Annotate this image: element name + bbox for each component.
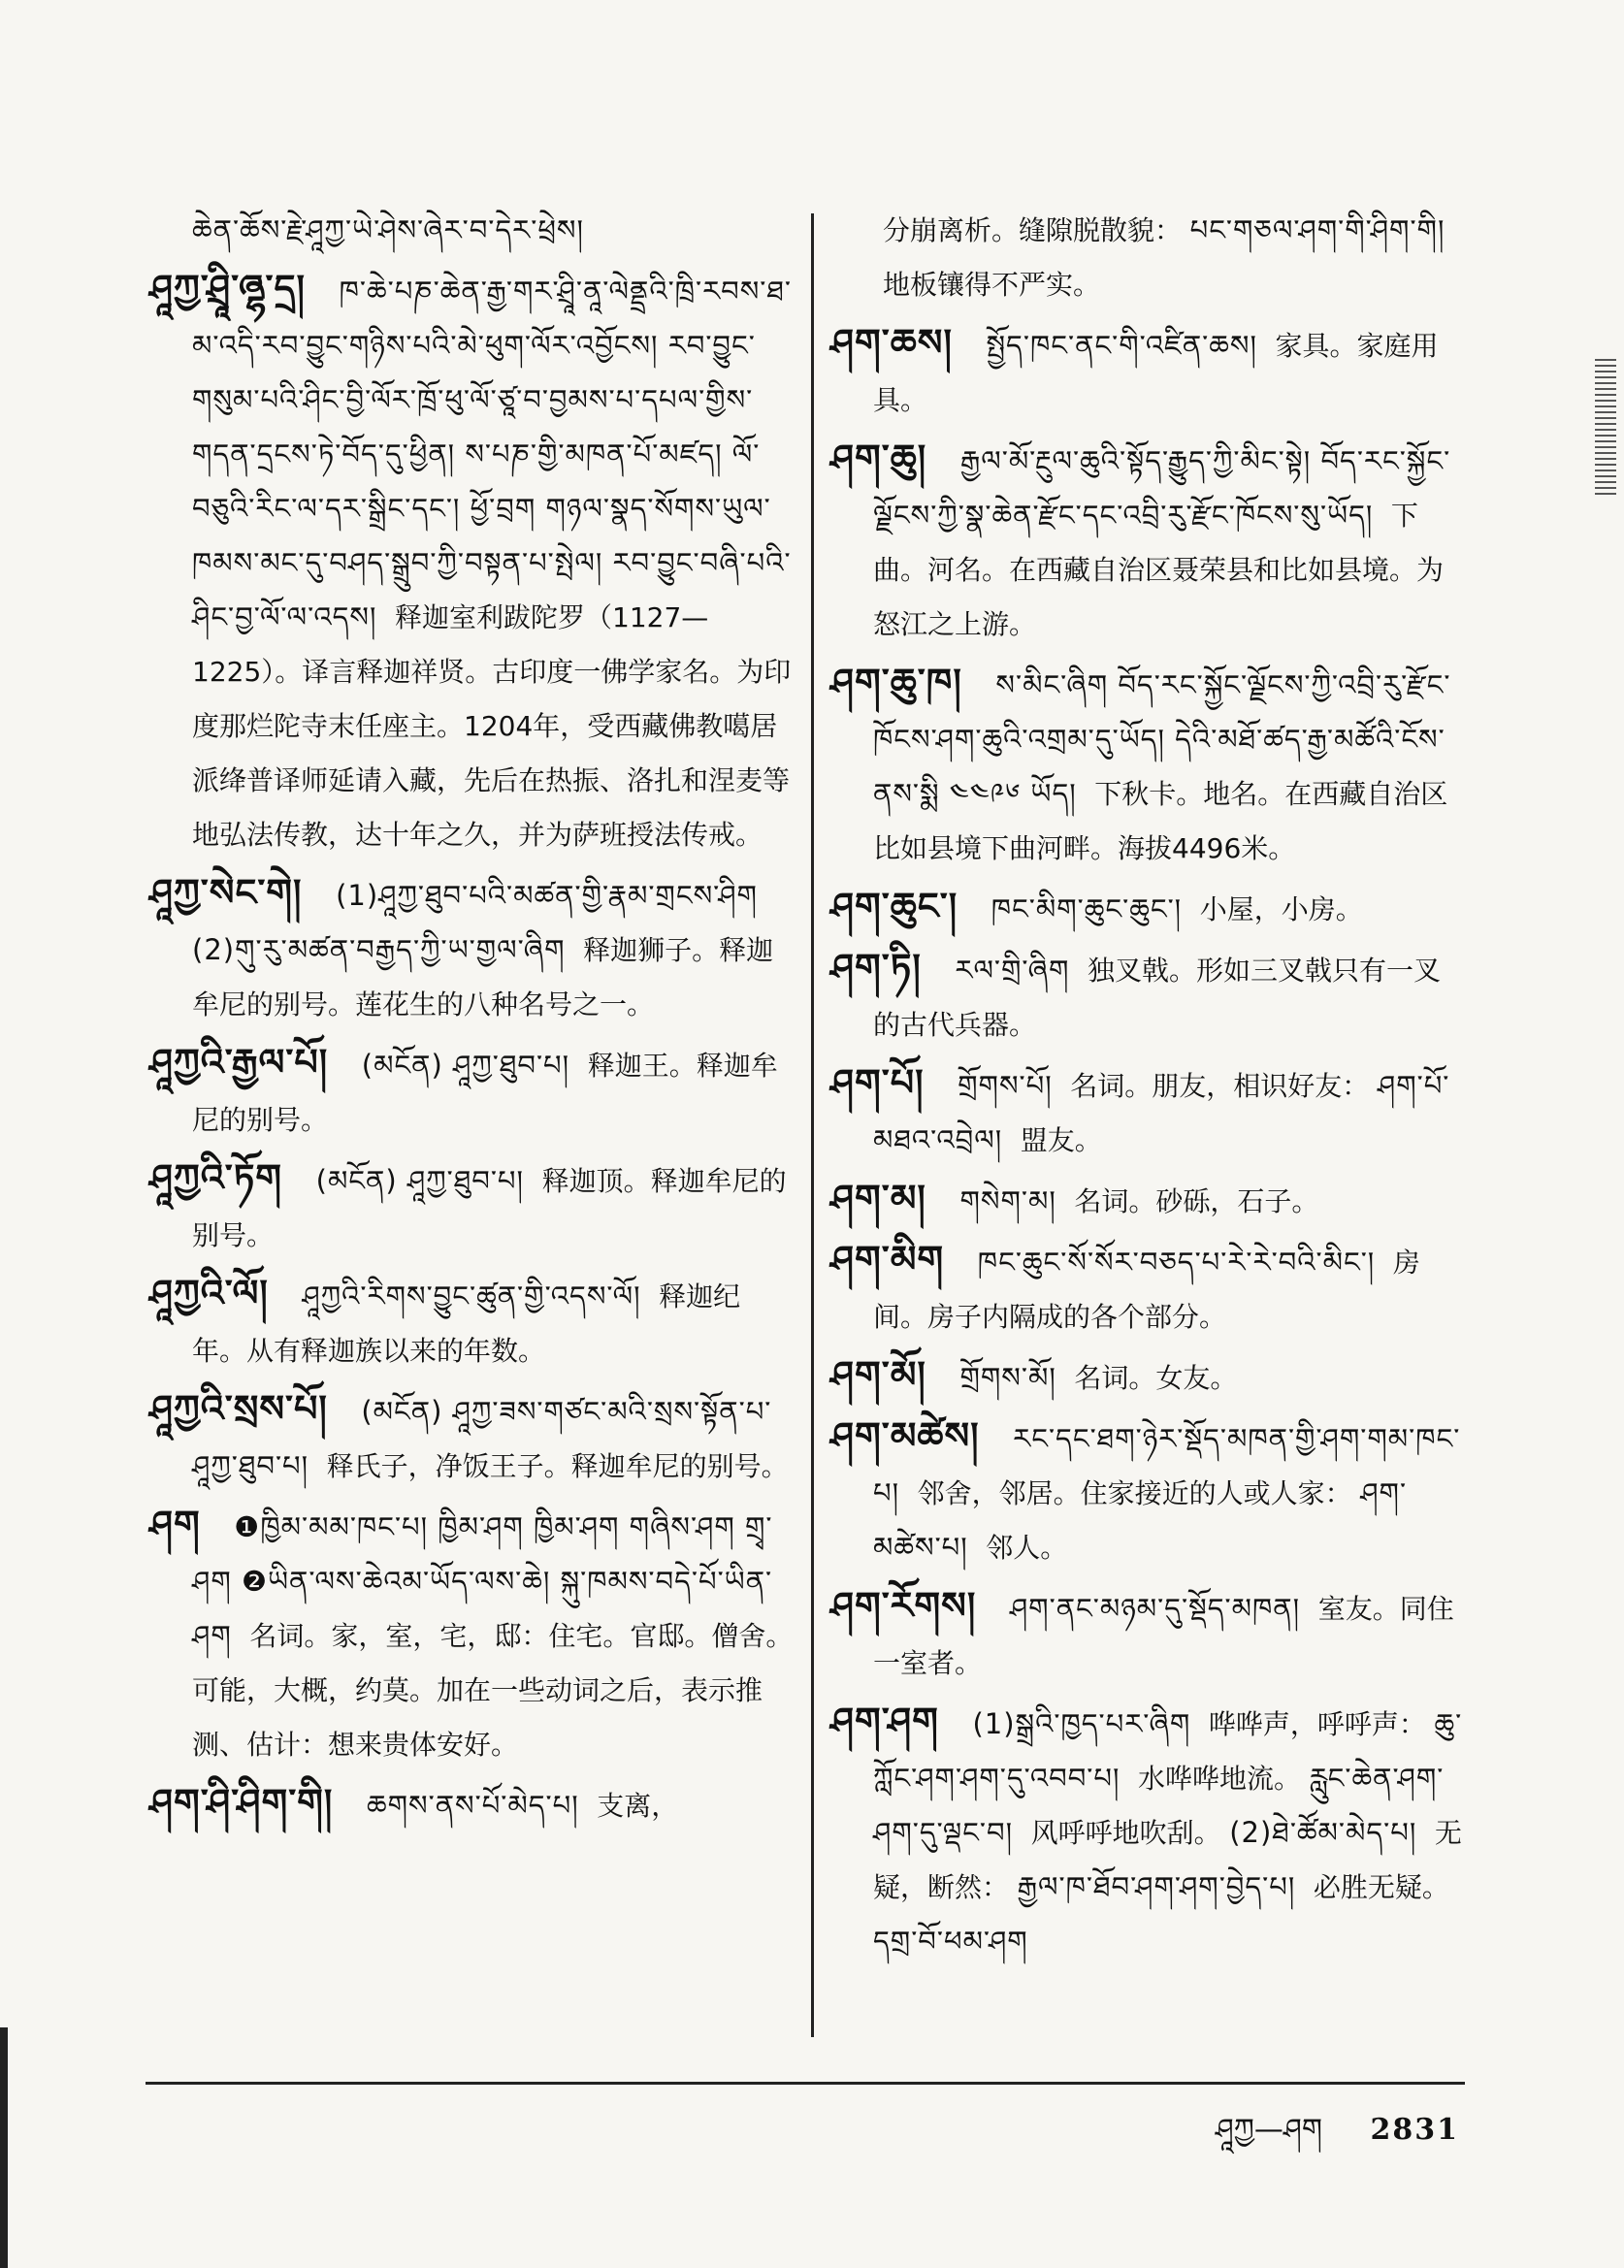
entry-tibetan: ཆགས་ནས་པོ་མེད་པ། <box>366 1789 579 1822</box>
page-range: ཤཱཀྱ—ཤག <box>1215 2113 1322 2147</box>
entry-chinese: 室友。同住一室者。 <box>873 1593 1454 1679</box>
margin-marks <box>1595 359 1616 495</box>
dictionary-entry <box>149 1776 794 1833</box>
entry-tibetan: (1)སྒྲའི་ཁྱད་པར་ཞིག <box>972 1707 1191 1740</box>
entry-tibetan: གསེག་མ། <box>959 1184 1056 1217</box>
entry-headword: ཤག་མ། <box>830 1177 926 1219</box>
entry-chinese: 释迦顶。释迦牟尼的别号。 <box>192 1165 787 1251</box>
dictionary-entry <box>830 1579 1467 1691</box>
entry-chinese: 家具。家庭用具。 <box>873 330 1439 416</box>
entry-headword: ཤག་ཆུ་ཁ། <box>830 661 962 703</box>
entry-tibetan: གྲོགས་པོ། <box>958 1069 1053 1102</box>
dictionary-entry <box>830 1695 1467 1969</box>
entry-headword: ཤག་ཤག <box>830 1700 939 1742</box>
dictionary-entry <box>149 1382 794 1494</box>
entry-chinese: 支离， <box>597 1790 679 1822</box>
entry-tibetan: ཆེན་ཆོས་རྗེ་ཤཱཀྱ་ཡེ་ཤེས་ཞེར་བ་དེར་ཕྲེས། <box>192 213 584 246</box>
entry-chinese: 释迦纪年。从有释迦族以来的年数。 <box>192 1280 741 1367</box>
entry-tibetan: ཤག་པོ་མཐའ་འབྲེལ། <box>873 1069 1450 1156</box>
entry-tibetan: (མངོན) ཤཱཀྱ་ཐུབ་པ། <box>361 1049 570 1082</box>
entry-chinese: 邻舍，邻居。住家接近的人或人家： <box>917 1477 1352 1509</box>
entry-headword: ཤག་མཚེས། <box>830 1414 980 1457</box>
entry-chinese: 下曲。河名。在西藏自治区聂荣县和比如县境。为怒江之上游。 <box>873 500 1445 640</box>
dictionary-entry <box>192 204 794 258</box>
entry-chinese: 名词。砂砾，石子。 <box>1074 1185 1319 1217</box>
entry-headword: ཤག་མོ། <box>830 1353 926 1396</box>
left-edge-shadow <box>0 2027 8 2268</box>
dictionary-entry <box>149 1498 794 1772</box>
page-number: 2831 <box>1370 2113 1459 2147</box>
entry-tibetan: རལ་གྲི་ཞིག <box>955 954 1070 987</box>
entry-tibetan: ས་མིང་ཞིག བོད་རང་སྐྱོང་ལྗོངས་ཀྱི་འབྲི་རུ་རྫོང་ཁོངས་ཤག་ཆུའི་འགྲམ་དུ་ཡོད། དེའི་མཐོ་ཚད་རྒྱ་མཚོའི་ངོས་ནས་སྨི ༤༤༩༦ ཡོད། <box>873 668 1451 810</box>
dictionary-entry <box>830 941 1467 1053</box>
entry-tibetan: གྲོགས་མོ། <box>959 1361 1056 1394</box>
entry-tibetan: (མངོན) ཤཱཀྱ་ཟས་གཙང་མའི་སྲས་སྟོན་པ་ཤཱཀྱ་ཐུབ་པ། <box>192 1395 772 1482</box>
entry-chinese: 邻人。 <box>986 1532 1068 1564</box>
column-divider <box>811 213 814 2037</box>
entry-tibetan: རྒྱལ་མོ་རྔུལ་ཆུའི་སྟོད་རྒྱུད་ཀྱི་མིང་སྟེ། བོད་རང་སྐྱོང་ལྗོངས་ཀྱི་སྣ་ཆེན་རྫོང་དང་འབྲི་རུ་རྫོང་ཁོངས་སུ་ཡོད། <box>873 444 1451 532</box>
dictionary-entry <box>830 1409 1467 1575</box>
entry-headword: ཤཱཀྱའི་སྲས་པོ། <box>149 1387 328 1430</box>
entry-headword: ཤག་ཆུ། <box>830 437 927 479</box>
entry-tibetan: (2)ཐེ་ཚོམ་མེད་པ། <box>1229 1816 1417 1849</box>
entry-headword: ཤག་ཆས། <box>830 321 953 364</box>
entry-chinese: 哗哗声，呼呼声： <box>1208 1708 1426 1740</box>
entry-headword: ཤག་ཤི་ཤིག་གི། <box>149 1781 334 1824</box>
entry-headword: ཤཱཀྱ་སེང་གེ། <box>149 871 303 914</box>
entry-chinese: 名词。女友。 <box>1074 1362 1238 1394</box>
entry-headword: ཤཱཀྱའི་ལོ། <box>149 1272 269 1314</box>
entry-tibetan: (1)ཤཱཀྱ་ཐུབ་པའི་མཚན་གྱི་རྣམ་གྲངས་ཤིག (2)གུ་རུ་མཚན་བརྒྱད་ཀྱི་ཡ་གྱལ་ཞིག <box>192 879 758 966</box>
dictionary-entry <box>149 866 794 1032</box>
entry-headword: ཤཱཀྱ་ཤྲཱི་ཞྷ་དྲ། <box>149 267 306 309</box>
entry-tibetan: རླུང་ཆེན་ཤག་ཤག་དུ་ལྡང་བ། <box>873 1762 1445 1849</box>
entry-headword: ཤག་ཏི། <box>830 946 922 988</box>
dictionary-entry <box>830 656 1467 876</box>
page-footer <box>1216 2097 1459 2179</box>
entry-tibetan: ཁང་མིག་ཆུང་ཆུང་། <box>991 892 1183 925</box>
dictionary-entry <box>149 1151 794 1263</box>
entry-chinese: 名词。家，室，宅，邸：住宅。官邸。僧舍。可能，大概，约莫。加在一些动词之后，表示推测、估计：想来贵体安好。 <box>192 1620 794 1761</box>
right-column <box>830 204 1467 1989</box>
entry-chinese: 释迦王。释迦牟尼的别号。 <box>192 1050 778 1136</box>
dictionary-entry <box>830 1056 1467 1168</box>
entry-tibetan: ❶ཁྱིམ་མམ་ཁང་པ། ཁྱིམ་ཤག ཁྱིམ་ཤག གཞིས་ཤག གྲྭ་ཤག ❷ཡིན་ལས་ཆེའམ་ཡོད་ལས་ཆེ། སྐུ་ཁམས་བདེ་པོ་ཡིན་ཤག <box>192 1510 773 1652</box>
entry-tibetan: རྒྱལ་ཁ་ཐོབ་ཤག་ཤག་བྱེད་པ། <box>1017 1870 1296 1903</box>
entry-chinese: 释迦室利跋陀罗（1127—1225）。译言释迦祥贤。古印度一佛学家名。为印度那烂陀寺末任座主。1204年，受西藏佛教噶居派绛普译师延请入藏，先后在热振、洛扎和涅麦等地弘法传教，达十年之久，并为萨班授法传戒。 <box>192 601 792 851</box>
entry-tibetan: ཁ་ཆེ་པཎ་ཆེན་རྒྱ་གར་ཤྲཱི་ནཱ་ལེནྡྲའི་ཁྲི་རབས་ཐ་མ་འདི་རབ་བྱུང་གཉིས་པའི་མེ་ཕུག་ལོར་འབྱོངས། རབ་བྱུང་གསུམ་པའི་ཤིང་བྱི་ལོར་ཁྲོ་ཕུ་ལོ་ཙཱ་བ་བྱམས་པ་དཔལ་གྱིས་གདན་དྲངས་ཏེ་བོད་དུ་ཕྱིན། ས་པཎ་གྱི་མཁན་པོ་མཛད། ལོ་བཅུའི་རིང་ལ་དར་སྒྲིང་དང་། ཕྱོ་བྲག གཉལ་སྣད་སོགས་ཡུལ་ཁམས་མང་དུ་བཤད་སྒྲུབ་ཀྱི་བསྟན་པ་སྤེལ། རབ་བྱུང་བཞི་པའི་ཤིང་བྱ་ལོ་ལ་འདས། <box>192 275 792 633</box>
entry-chinese: 必胜无疑。 <box>1313 1871 1449 1903</box>
dictionary-entry <box>149 1267 794 1378</box>
entry-chinese: 风呼呼地吹刮。 <box>1030 1817 1221 1849</box>
entry-chinese: 水哗哗地流。 <box>1138 1763 1302 1795</box>
entry-headword: ཤཱཀྱའི་ཏོག <box>149 1156 283 1199</box>
entry-tibetan: ཤག་མཚེས་པ། <box>873 1476 1408 1564</box>
entry-tibetan: ཤག་ནང་མཉམ་དུ་སྡོད་མཁན། <box>1009 1592 1301 1625</box>
entry-headword: ཤག་ཆུང་། <box>830 885 958 927</box>
dictionary-entry <box>830 880 1467 937</box>
entry-chinese: 房间。房子内隔成的各个部分。 <box>873 1247 1420 1333</box>
dictionary-entry <box>830 1172 1467 1229</box>
entry-tibetan: ཆུ་ཀློང་ཤག་ཤག་དུ་འབབ་པ། <box>873 1707 1463 1795</box>
entry-chinese: 无疑，断然： <box>873 1817 1462 1903</box>
dictionary-entry <box>149 262 794 862</box>
entry-chinese: 分崩离析。缝隙脱散貌： <box>883 214 1183 246</box>
dictionary-entry <box>873 204 1467 312</box>
entry-headword: ཤག་རོགས། <box>830 1584 977 1627</box>
entry-chinese: 释氏子，净饭王子。释迦牟尼的别号。 <box>326 1450 789 1482</box>
entry-tibetan: པང་གཅལ་ཤག་གི་ཤིག་གི། <box>1189 213 1445 246</box>
entry-headword: ཤག་པོ། <box>830 1061 925 1104</box>
entry-headword: ཤཱཀྱའི་རྒྱལ་པོ། <box>149 1041 329 1084</box>
entry-tibetan: ཁང་ཆུང་སོ་སོར་བཅད་པ་རེ་རེ་བའི་མིང་། <box>977 1246 1376 1279</box>
dictionary-entry <box>149 1036 794 1148</box>
entry-chinese: 名词。朋友，相识好友： <box>1070 1070 1370 1102</box>
entry-chinese: 独叉戟。形如三叉戟只有一叉的古代兵器。 <box>873 955 1441 1041</box>
entry-chinese: 小屋，小房。 <box>1199 893 1363 925</box>
dictionary-entry <box>830 432 1467 652</box>
entry-chinese: 下秋卡。地名。在西藏自治区比如县境下曲河畔。海拔4496米。 <box>873 778 1448 864</box>
left-column <box>149 204 794 1989</box>
footer-rule <box>146 2082 1465 2085</box>
entry-headword: ཤག་མིག <box>830 1238 945 1280</box>
dictionary-entry <box>830 316 1467 428</box>
dictionary-entry <box>830 1233 1467 1345</box>
entry-tibetan: དགྲ་བོ་ཕམ་ཤག <box>873 1925 1028 1958</box>
dictionary-entry <box>830 1348 1467 1406</box>
entry-headword: ཤག <box>149 1503 201 1545</box>
entry-chinese: 释迦狮子。释迦牟尼的别号。莲花生的八种名号之一。 <box>192 934 774 1021</box>
entry-chinese: 盟友。 <box>1020 1124 1102 1156</box>
entry-tibetan: སྤྱོད་ཁང་ནང་གི་འཛིན་ཆས། <box>986 329 1257 362</box>
entry-tibetan: ཤཱཀྱའི་རིགས་བྱུང་ཚུན་གྱི་འདས་ལོ། <box>302 1280 641 1312</box>
entry-tibetan: (མངོན) ཤཱཀྱ་ཐུབ་པ། <box>315 1164 524 1197</box>
entry-tibetan: རང་དང་ཐག་ཉེར་སྡོད་མཁན་གྱི་ཤག་གམ་ཁང་པ། <box>873 1422 1461 1509</box>
entry-chinese: 地板镶得不严实。 <box>883 269 1101 301</box>
